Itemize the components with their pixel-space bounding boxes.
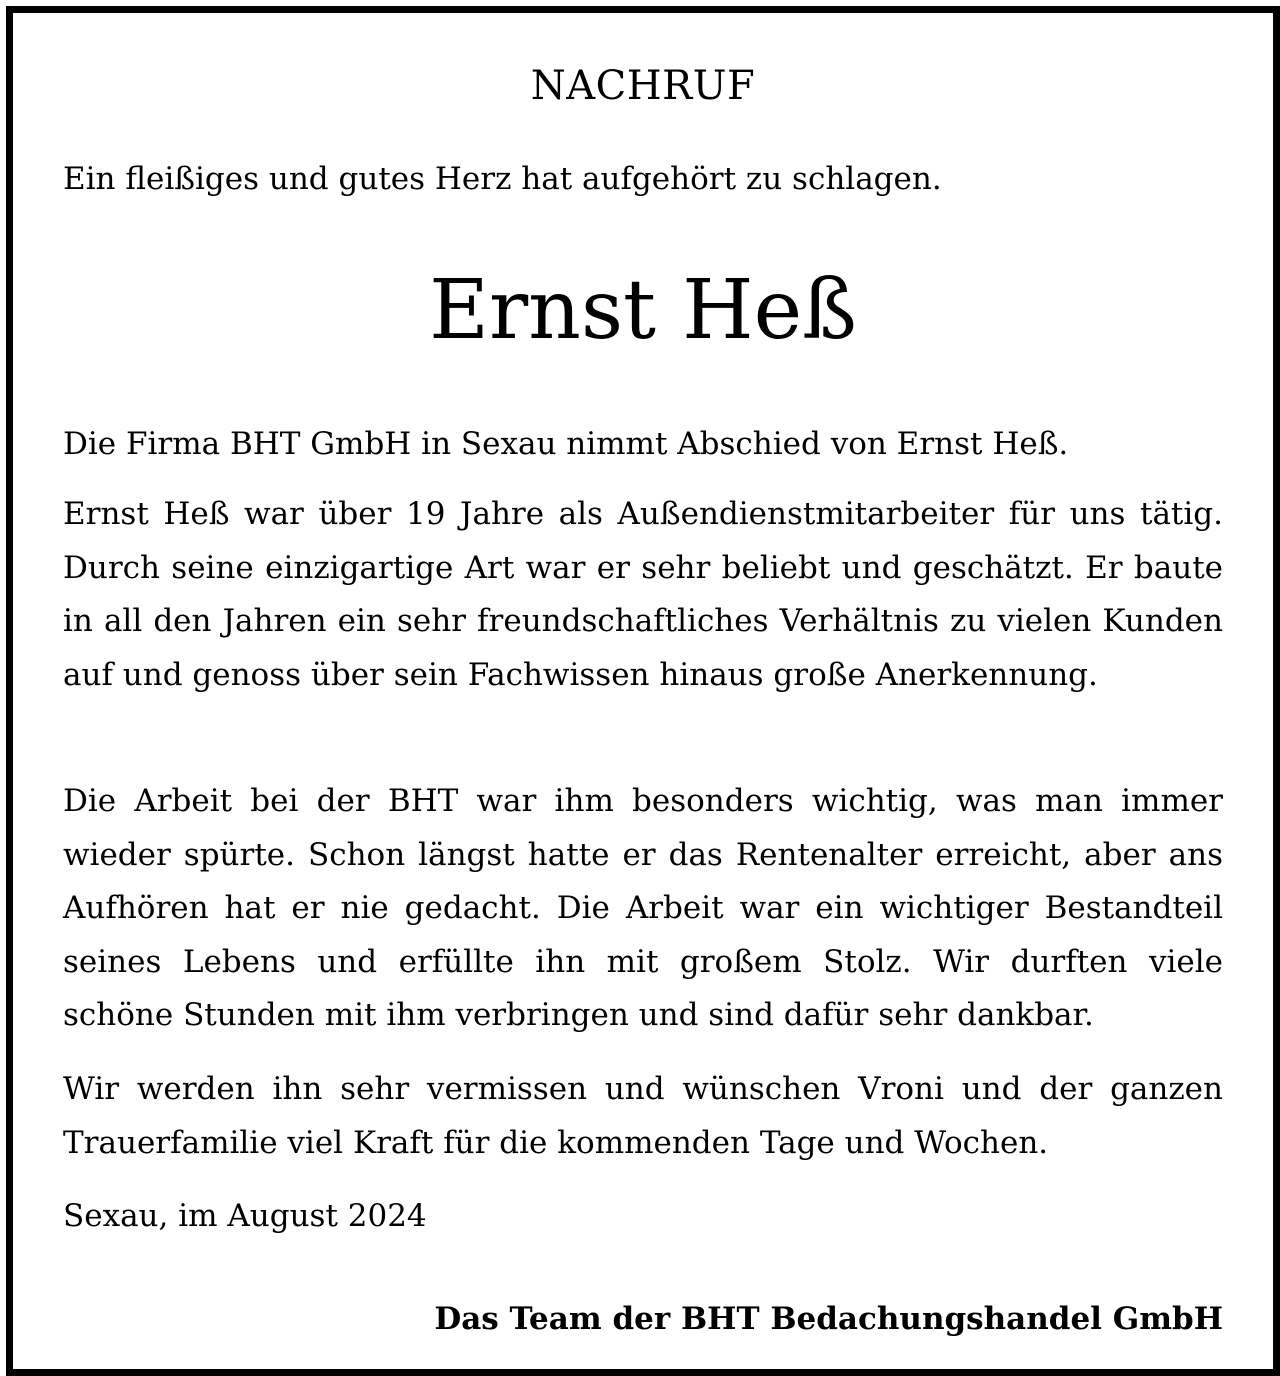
paragraph-dedication: Die Arbeit bei der BHT war ihm besonders wichtig, was man immer wieder spürte. Schon längst hatte er das Rentenalter erreicht, aber ans Aufhören hat er nie gedacht. Die Arbeit war ein wichtiger Bestandteil seines Lebens und erfüllte ihn mit großem Stolz. Wir durften viele schöne Stunden mit ihm verbringen und sind dafür sehr dankbar. [63, 783, 1223, 1033]
obituary-frame [6, 6, 1280, 1376]
obituary-content [63, 13, 1223, 1369]
signature: Das Team der BHT Bedachungshandel GmbH [434, 1301, 1223, 1337]
place-date: Sexau, im August 2024 [63, 1198, 427, 1234]
paragraph-condolences: Wir werden ihn sehr vermissen und wünschen Vroni und der ganzen Trauerfamilie viel Kraft für die kommenden Tage und Wochen. [63, 1071, 1223, 1161]
notice-heading: NACHRUF [530, 63, 756, 109]
paragraph-career: Ernst Heß war über 19 Jahre als Außendienstmitarbeiter für uns tätig. Durch seine einzigartige Art war er sehr beliebt und geschätzt. Er baute in all den Jahren ein sehr freundschaftliches Verhältnis zu vielen Kunden auf und genoss über sein Fachwissen hinaus große Anerkennung. [63, 496, 1223, 693]
paragraph-farewell: Die Firma BHT GmbH in Sexau nimmt Abschied von Ernst Heß. [63, 426, 1069, 462]
deceased-name: Ernst Heß [429, 263, 857, 358]
intro-line: Ein fleißiges und gutes Herz hat aufgehört zu schlagen. [63, 161, 942, 197]
